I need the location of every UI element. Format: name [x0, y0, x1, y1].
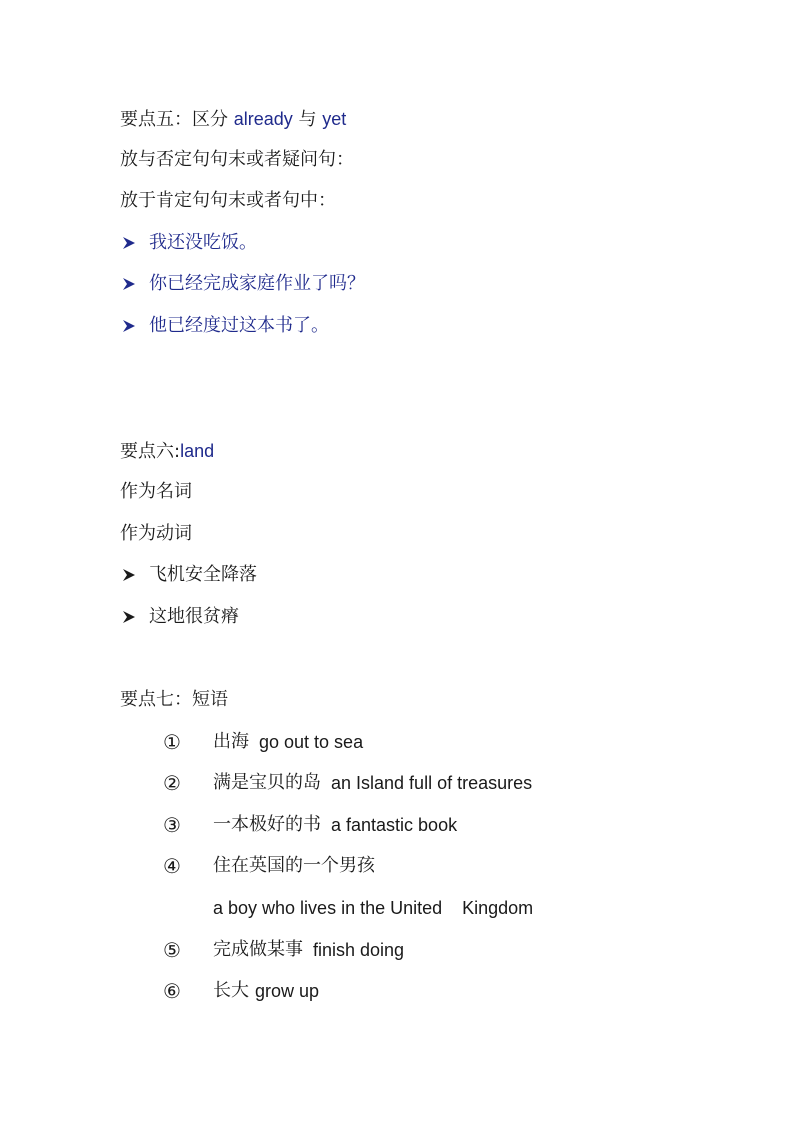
list-item	[163, 978, 319, 1004]
bullet-text: 他已经度过这本书了。	[149, 315, 329, 336]
section6-heading	[120, 438, 214, 464]
item-number: ⑤	[163, 938, 181, 962]
arrow-bullet-icon	[120, 562, 149, 588]
item-chinese: 完成做某事	[213, 939, 303, 960]
section5-line1: 放与否定句句末或者疑问句：	[120, 149, 354, 170]
section6-line1: 作为名词	[120, 481, 192, 502]
arrow-bullet-icon	[120, 230, 149, 256]
item-number: ④	[163, 854, 181, 878]
section5-word-already: already	[233, 109, 293, 129]
section5-heading-prefix: 要点五：区分	[120, 109, 228, 130]
list-item	[163, 853, 375, 879]
list-item	[163, 729, 363, 755]
bullet-text: 这地很贫瘠	[149, 606, 239, 627]
item-english: finish doing	[313, 940, 405, 960]
item-english: a fantastic book	[331, 815, 458, 835]
list-item	[120, 562, 257, 588]
section5-word-yet: yet	[322, 109, 347, 129]
list-item	[163, 812, 457, 838]
section5-heading	[120, 106, 346, 132]
item-number: ③	[163, 813, 181, 837]
item-english-continuation: a boy who lives in the United Kingdom	[213, 898, 534, 918]
arrow-bullet-icon	[120, 271, 149, 297]
bullet-text: 你已经完成家庭作业了吗？	[149, 273, 365, 294]
item-english: grow up	[255, 981, 320, 1001]
item-chinese: 出海	[213, 731, 249, 752]
bullet-text: 飞机安全降落	[149, 564, 257, 585]
item-number: ①	[163, 730, 181, 754]
item-number: ⑥	[163, 979, 181, 1003]
section6-line2: 作为动词	[120, 523, 192, 544]
list-item	[120, 230, 257, 256]
item-chinese: 长大	[213, 980, 249, 1001]
list-item	[120, 271, 365, 297]
section6-heading-prefix: 要点六:	[120, 441, 181, 462]
list-item	[163, 770, 532, 796]
item-english: go out to sea	[259, 732, 364, 752]
section5-line2: 放于肯定句句末或者句中：	[120, 190, 336, 211]
section5-connector: 与	[298, 109, 317, 130]
item-chinese: 一本极好的书	[213, 814, 321, 835]
section6-word-land: land	[180, 441, 215, 461]
item-english: an Island full of treasures	[331, 773, 533, 793]
section7-heading: 要点七：短语	[120, 689, 228, 710]
item-chinese: 住在英国的一个男孩	[213, 855, 375, 876]
list-item	[120, 313, 329, 339]
list-item	[163, 937, 404, 963]
arrow-bullet-icon	[120, 313, 149, 339]
item-number: ②	[163, 771, 181, 795]
arrow-bullet-icon	[120, 604, 149, 630]
item-chinese: 满是宝贝的岛	[213, 772, 321, 793]
list-item	[120, 604, 239, 630]
bullet-text: 我还没吃饭。	[149, 232, 257, 253]
